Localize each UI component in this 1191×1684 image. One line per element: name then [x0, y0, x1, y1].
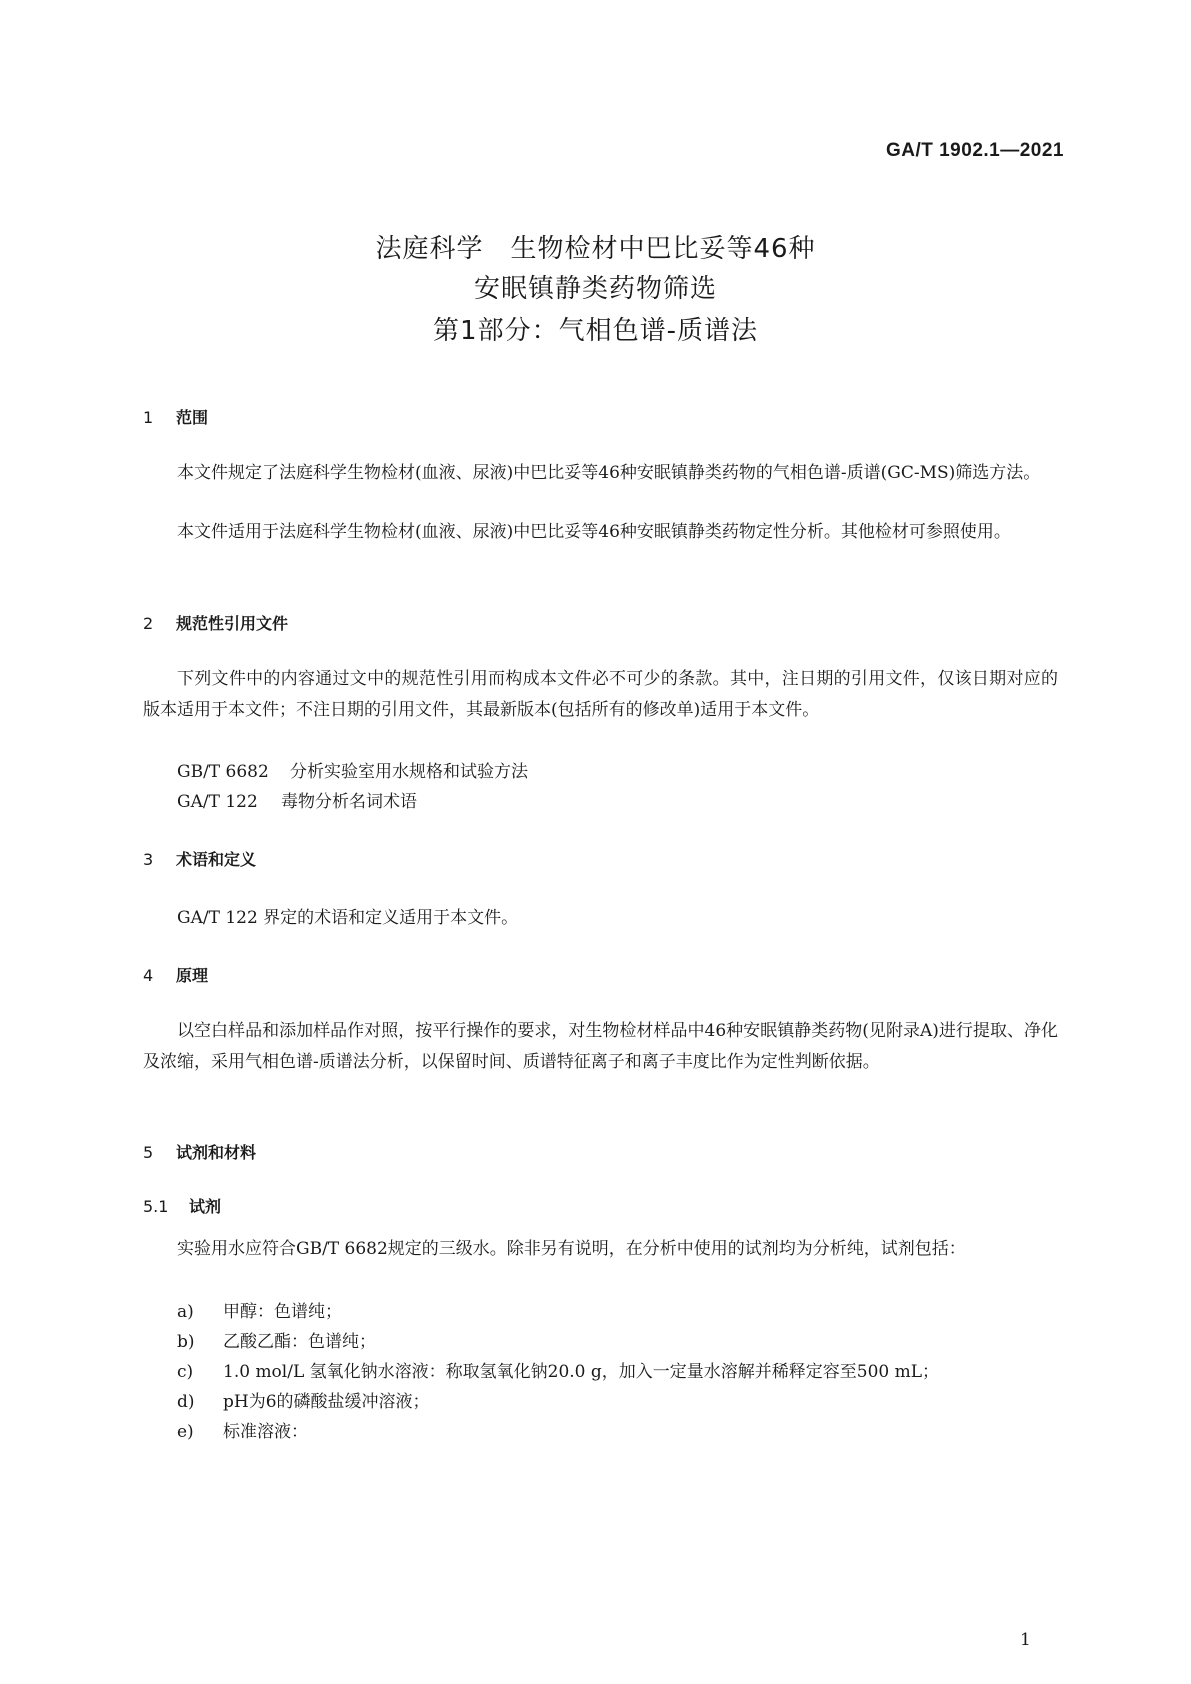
section-2-heading	[143, 611, 288, 634]
list-marker: a)	[177, 1302, 194, 1322]
list-text: 甲醇：色谱纯；	[223, 1302, 342, 1322]
section-3-heading	[143, 847, 256, 870]
document-number: GA/T 1902.1—2021	[885, 140, 1064, 161]
subsection-5-1-heading	[143, 1194, 221, 1217]
list-item	[177, 1297, 342, 1322]
reference-code: GB/T 6682	[177, 762, 269, 782]
section-title: 原理	[176, 966, 209, 985]
list-item	[177, 1417, 308, 1442]
section-2-paragraph-1: 下列文件中的内容通过文中的规范性引用而构成本文件必不可少的条款。其中，注日期的引用文件，仅该日期对应的版本适用于本文件；不注日期的引用文件，其最新版本(包括所有的修改单)适用于本文件。	[143, 669, 1058, 720]
section-number: 5	[143, 1143, 154, 1162]
reference-2	[177, 787, 417, 812]
section-number: 4	[143, 966, 154, 985]
reference-code: GA/T 122	[177, 792, 258, 812]
section-title: 试剂和材料	[176, 1143, 257, 1162]
subsection-number: 5.1	[143, 1197, 169, 1216]
section-3-paragraph-1: GA/T 122 界定的术语和定义适用于本文件。	[177, 908, 519, 928]
reference-title: 分析实验室用水规格和试验方法	[290, 762, 528, 782]
section-1-paragraph-1: 本文件规定了法庭科学生物检材(血液、尿液)中巴比妥等46种安眠镇静类药物的气相色谱-质谱(GC-MS)筛选方法。	[177, 463, 1041, 483]
section-number: 3	[143, 850, 154, 869]
reference-1	[177, 757, 528, 782]
section-4-paragraph-1: 以空白样品和添加样品作对照，按平行操作的要求，对生物检材样品中46种安眠镇静类药物(见附录A)进行提取、净化及浓缩，采用气相色谱-质谱法分析，以保留时间、质谱特征离子和离子丰度比作为定性判断依据。	[143, 1021, 1058, 1072]
section-4-heading	[143, 963, 208, 986]
section-number: 2	[143, 614, 154, 633]
list-item	[177, 1357, 939, 1382]
section-title: 范围	[176, 408, 209, 427]
reference-title: 毒物分析名词术语	[281, 792, 417, 812]
list-text: pH为6的磷酸盐缓冲溶液；	[223, 1392, 430, 1412]
list-marker: c)	[177, 1362, 194, 1382]
list-item	[177, 1387, 430, 1412]
list-text: 乙酸乙酯：色谱纯；	[223, 1332, 376, 1352]
section-number: 1	[143, 408, 154, 427]
subsection-title: 试剂	[189, 1197, 222, 1216]
title-line-3: 第1部分：气相色谱-质谱法	[433, 316, 758, 346]
list-text: 1.0 mol/L 氢氧化钠水溶液：称取氢氧化钠20.0 g，加入一定量水溶解并稀释定容至500 mL；	[223, 1362, 940, 1382]
title-line-1: 法庭科学 生物检材中巴比妥等46种	[375, 234, 816, 264]
list-marker: b)	[177, 1332, 195, 1352]
section-1-heading	[143, 405, 208, 428]
section-5-1-paragraph-1: 实验用水应符合GB/T 6682规定的三级水。除非另有说明，在分析中使用的试剂均为分析纯，试剂包括：	[177, 1239, 966, 1259]
section-5-heading	[143, 1140, 256, 1163]
list-marker: d)	[177, 1392, 195, 1412]
list-text: 标准溶液：	[223, 1422, 308, 1442]
page-number: 1	[1020, 1630, 1031, 1650]
section-title: 术语和定义	[176, 850, 257, 869]
title-line-2: 安眠镇静类药物筛选	[473, 274, 717, 304]
section-1-paragraph-2: 本文件适用于法庭科学生物检材(血液、尿液)中巴比妥等46种安眠镇静类药物定性分析。其他检材可参照使用。	[177, 522, 1011, 542]
section-title: 规范性引用文件	[176, 614, 289, 633]
list-marker: e)	[177, 1422, 194, 1442]
list-item	[177, 1327, 376, 1352]
